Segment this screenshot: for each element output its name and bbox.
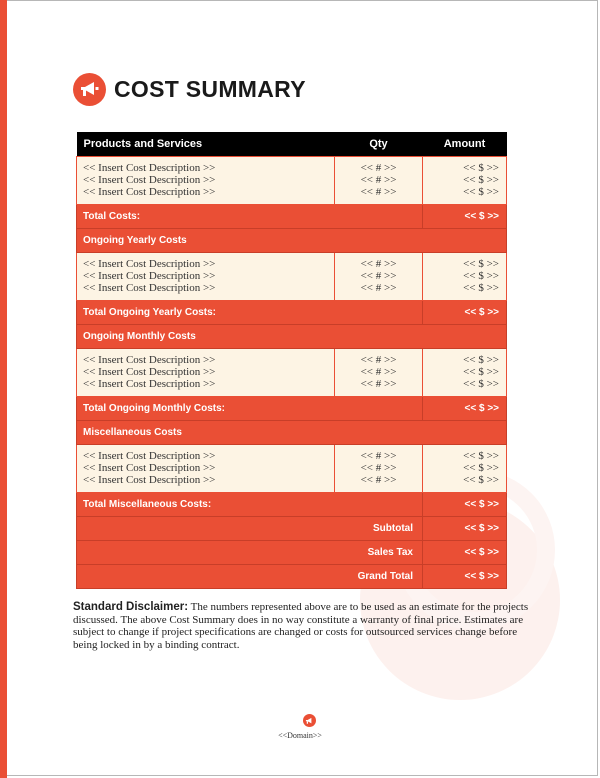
disclaimer-text: The numbers represented above are to be used as an estimate for the projects discussed. The above Cost Summary does in no way constitute a warranty of final price. Estimates are subject to change if project specifications are changed or costs for outsourced services change before being locked in by a binding contract.: [73, 601, 529, 651]
item-amounts: [423, 348, 507, 396]
table-row: [77, 156, 507, 204]
column-header-products: Products and Services: [77, 132, 335, 156]
item-qty: << # >>: [360, 269, 397, 282]
item-amounts: [423, 156, 507, 204]
item-description: << Insert Cost Description >>: [83, 353, 216, 366]
item-amount: << $ >>: [463, 173, 499, 186]
section-total-row: [77, 300, 507, 324]
table-row: [77, 348, 507, 396]
sales-tax-label: Sales Tax: [77, 540, 423, 564]
disclaimer-lead: Standard Disclaimer:: [73, 601, 189, 613]
item-qty: << # >>: [360, 186, 397, 199]
item-amount: << $ >>: [463, 186, 499, 199]
item-description: << Insert Cost Description >>: [83, 282, 216, 295]
item-description: << Insert Cost Description >>: [83, 365, 216, 378]
footer-domain: <<Domain>>: [278, 731, 322, 740]
grand-total-label: Grand Total: [77, 564, 423, 588]
section-total-row: [77, 492, 507, 516]
section-total-label: Total Ongoing Yearly Costs:: [77, 300, 423, 324]
standard-disclaimer: [73, 601, 529, 651]
page-title: COST SUMMARY: [114, 76, 306, 102]
item-descriptions: [77, 348, 335, 396]
item-description: << Insert Cost Description >>: [83, 186, 216, 199]
section-total-value: << $ >>: [423, 300, 507, 324]
item-qtys: [335, 348, 423, 396]
grand-total-value: << $ >>: [423, 564, 507, 588]
item-description: << Insert Cost Description >>: [83, 461, 216, 474]
item-qtys: [335, 444, 423, 492]
section-total-row: [77, 396, 507, 420]
sales-tax-value: << $ >>: [423, 540, 507, 564]
item-qtys: [335, 156, 423, 204]
item-amount: << $ >>: [463, 282, 499, 295]
section-total-row: [77, 204, 507, 228]
item-qtys: [335, 252, 423, 300]
section-heading-row: [77, 228, 507, 252]
item-descriptions: [77, 252, 335, 300]
item-description: << Insert Cost Description >>: [83, 173, 216, 186]
megaphone-icon: [303, 714, 316, 727]
item-qty: << # >>: [360, 378, 397, 391]
item-qty: << # >>: [360, 461, 397, 474]
item-amount: << $ >>: [463, 161, 499, 174]
item-amounts: [423, 444, 507, 492]
section-heading: Ongoing Monthly Costs: [77, 324, 507, 348]
item-amount: << $ >>: [463, 449, 499, 462]
item-amount: << $ >>: [463, 365, 499, 378]
section-total-label: Total Ongoing Monthly Costs:: [77, 396, 423, 420]
item-qty: << # >>: [360, 365, 397, 378]
table-row: [77, 444, 507, 492]
item-amount: << $ >>: [463, 269, 499, 282]
table-row: [77, 252, 507, 300]
sales-tax-row: [77, 540, 507, 564]
item-amount: << $ >>: [463, 353, 499, 366]
item-description: << Insert Cost Description >>: [83, 449, 216, 462]
section-total-label: Total Costs:: [77, 204, 423, 228]
section-total-value: << $ >>: [423, 204, 507, 228]
item-qty: << # >>: [360, 474, 397, 487]
section-total-value: << $ >>: [423, 396, 507, 420]
item-qty: << # >>: [360, 353, 397, 366]
section-heading: Ongoing Yearly Costs: [77, 228, 507, 252]
item-amount: << $ >>: [463, 257, 499, 270]
section-heading-row: [77, 420, 507, 444]
item-amounts: [423, 252, 507, 300]
item-description: << Insert Cost Description >>: [83, 378, 216, 391]
item-description: << Insert Cost Description >>: [83, 257, 216, 270]
section-heading: Miscellaneous Costs: [77, 420, 507, 444]
item-qty: << # >>: [360, 257, 397, 270]
item-qty: << # >>: [360, 449, 397, 462]
item-description: << Insert Cost Description >>: [83, 269, 216, 282]
item-amount: << $ >>: [463, 461, 499, 474]
item-qty: << # >>: [360, 173, 397, 186]
subtotal-row: [77, 516, 507, 540]
megaphone-icon: [73, 73, 106, 106]
item-description: << Insert Cost Description >>: [83, 161, 216, 174]
section-heading-row: [77, 324, 507, 348]
item-qty: << # >>: [360, 282, 397, 295]
subtotal-label: Subtotal: [77, 516, 423, 540]
item-descriptions: [77, 444, 335, 492]
column-header-qty: Qty: [335, 132, 423, 156]
item-amount: << $ >>: [463, 474, 499, 487]
table-header-row: [77, 132, 507, 156]
section-total-value: << $ >>: [423, 492, 507, 516]
item-descriptions: [77, 156, 335, 204]
item-description: << Insert Cost Description >>: [83, 474, 216, 487]
column-header-amount: Amount: [423, 132, 507, 156]
subtotal-value: << $ >>: [423, 516, 507, 540]
section-total-label: Total Miscellaneous Costs:: [77, 492, 423, 516]
left-accent-bar: [0, 0, 7, 778]
cost-table: [76, 132, 507, 589]
item-amount: << $ >>: [463, 378, 499, 391]
grand-total-row: [77, 564, 507, 588]
item-qty: << # >>: [360, 161, 397, 174]
